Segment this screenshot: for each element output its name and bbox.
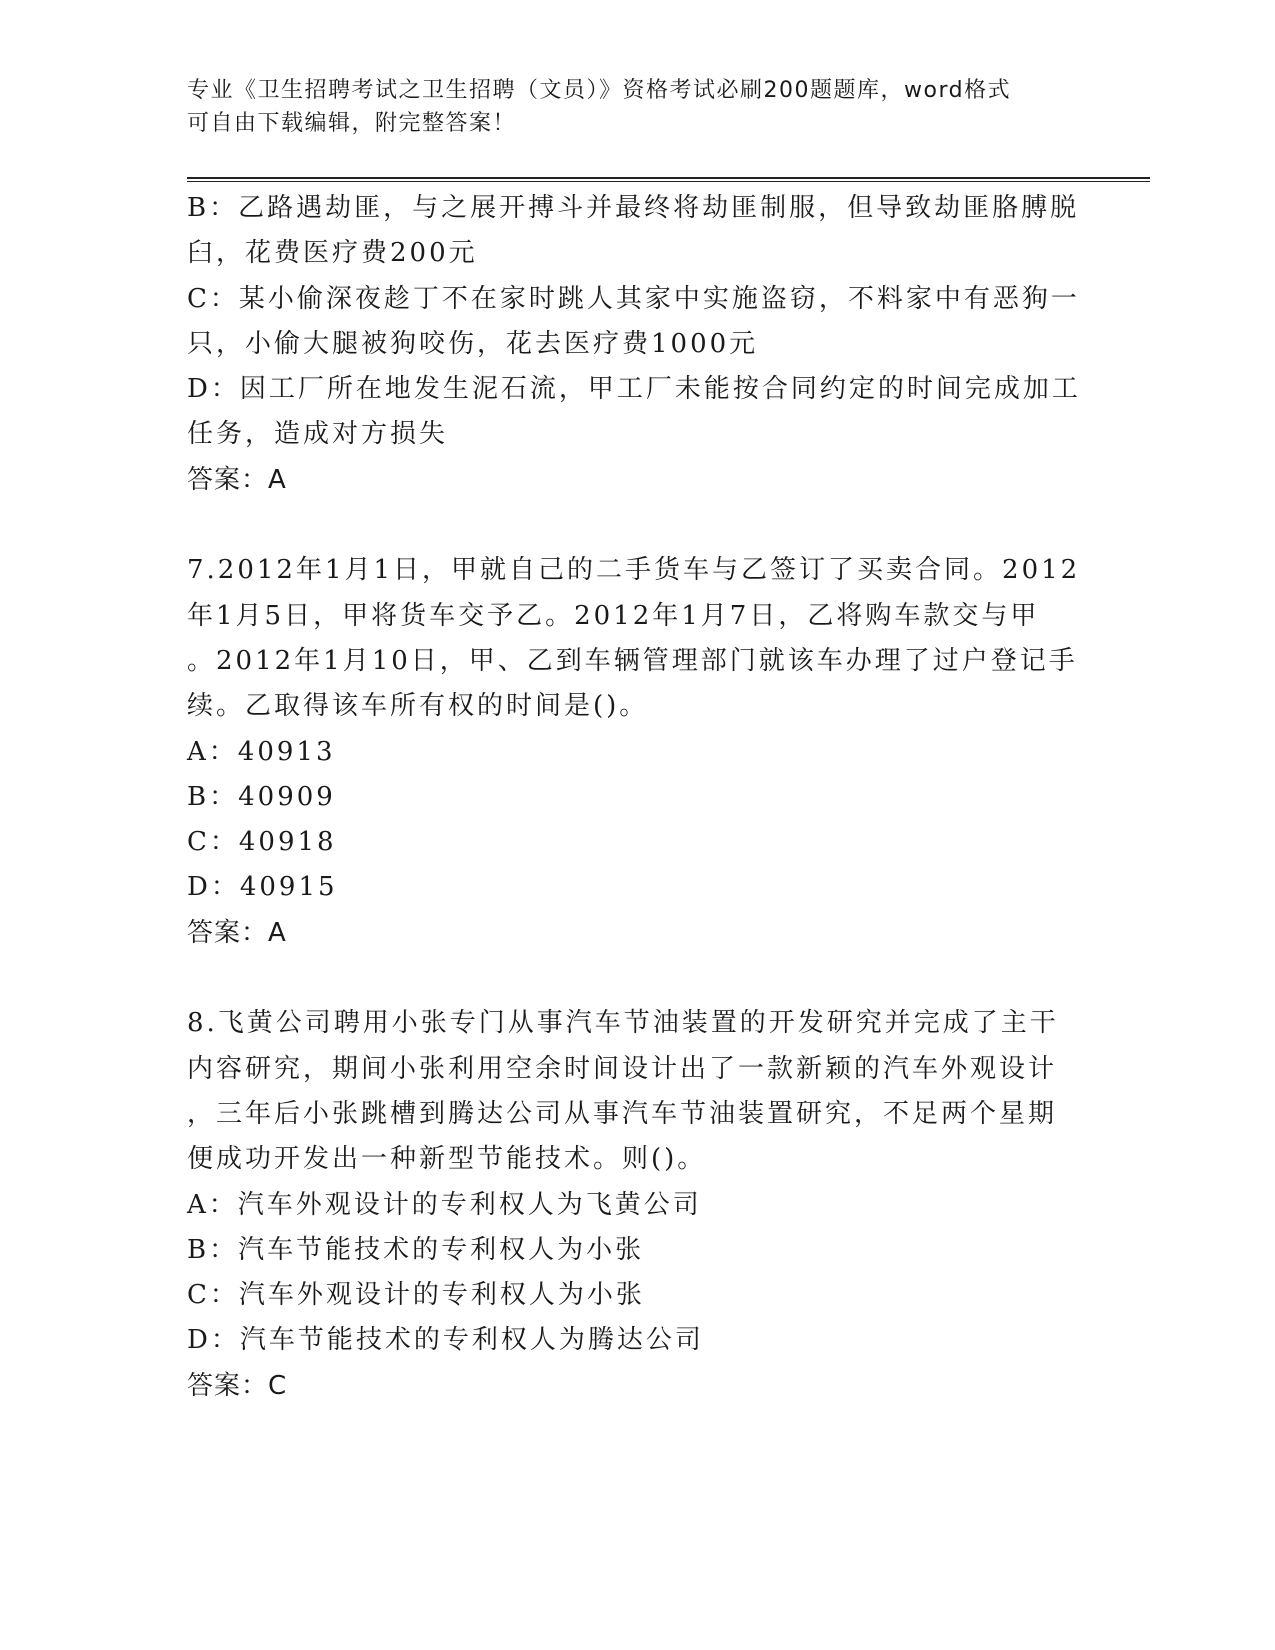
q7-option-b: B：40909: [187, 781, 336, 812]
q8-stem-line-2: 内容研究，期间小张利用空余时间设计出了一款新颖的汽车外观设计: [187, 1053, 1058, 1084]
q7-stem-line-4: 续。乙取得该车所有权的时间是()。: [187, 691, 649, 722]
spacer: [187, 956, 1087, 1001]
q8-option-a: A：汽车外观设计的专利权人为飞黄公司: [187, 1189, 702, 1220]
q7-option-d: D：40915: [187, 872, 338, 903]
q7-stem-line-2: 年1月5日，甲将货车交予乙。2012年1月7日，乙将购车款交与甲: [187, 600, 1040, 631]
q8-stem-line-1: 8.飞黄公司聘用小张专门从事汽车节油装置的开发研究并完成了主干: [187, 1008, 1059, 1039]
q8-option-c: C：汽车外观设计的专利权人为小张: [187, 1280, 645, 1311]
q7-option-c: C：40918: [187, 827, 337, 858]
q7-stem-line-3: 。2012年1月10日，甲、乙到车辆管理部门就该车办理了过户登记手: [187, 645, 1078, 676]
question-8: [187, 1001, 1087, 1409]
q6-option-d-line-2: 任务，造成对方损失: [187, 419, 449, 450]
q6-option-c-line-2: 只，小偷大腿被狗咬伤，花去医疗费1000元: [187, 328, 759, 359]
q8-answer: 答案：C: [187, 1370, 288, 1401]
header-title-line-1: 专业《卫生招聘考试之卫生招聘（文员）》资格考试必刷200题题库，word格式: [187, 78, 1012, 103]
header-title-line-2: 可自由下载编辑，附完整答案！: [187, 111, 517, 136]
q8-stem-line-3: ，三年后小张跳槽到腾达公司从事汽车节油装置研究，不足两个星期: [187, 1098, 1058, 1129]
q6-answer: 答案：A: [187, 464, 287, 495]
question-7: [187, 548, 1087, 956]
q7-stem-line-1: 7.2012年1月1日，甲就自己的二手货车与乙签订了买卖合同。2012: [187, 555, 1081, 586]
q6-option-c-line-1: C：某小偷深夜趁丁不在家时跳人其家中实施盗窃，不料家中有恶狗一: [187, 283, 1080, 314]
q6-option-b-line-2: 臼，花费医疗费200元: [187, 238, 478, 269]
q8-stem-line-4: 便成功开发出一种新型节能技术。则()。: [187, 1144, 707, 1175]
question-6-options: [187, 186, 1087, 503]
q8-option-d: D：汽车节能技术的专利权人为腾达公司: [187, 1325, 704, 1356]
q8-option-b: B：汽车节能技术的专利权人为小张: [187, 1234, 645, 1265]
spacer: [187, 503, 1087, 548]
header-divider: [187, 177, 1150, 182]
q6-option-d-line-1: D：因工厂所在地发生泥石流，甲工厂未能按合同约定的时间完成加工: [187, 374, 1081, 405]
question-content: [187, 186, 1087, 1409]
q6-option-b-line-1: B：乙路遇劫匪，与之展开搏斗并最终将劫匪制服，但导致劫匪胳膊脱: [187, 193, 1080, 223]
q7-option-a: A：40913: [187, 736, 336, 767]
page-header: [187, 74, 1067, 140]
q7-answer: 答案：A: [187, 917, 287, 948]
